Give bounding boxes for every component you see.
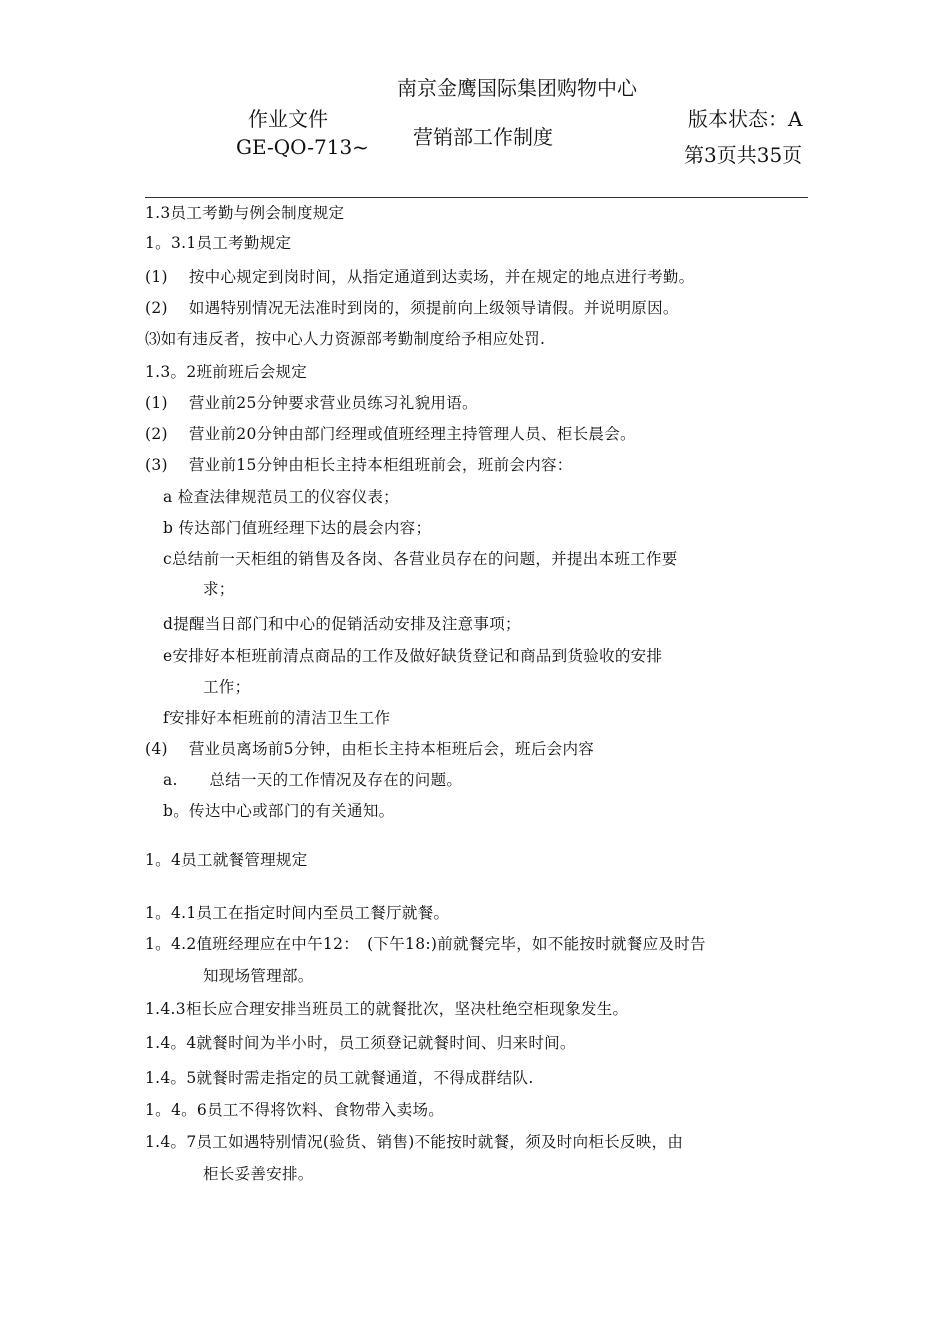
list-item: (2) 如遇特别情况无法准时到岗的，须提前向上级领导请假。并说明原因。: [145, 299, 679, 317]
sub-list-item-continuation: 求；: [203, 580, 235, 598]
list-item: (4) 营业员离场前5分钟，由柜长主持本柜班后会，班后会内容: [145, 740, 595, 758]
document-type: 作业文件: [248, 107, 328, 131]
sub-list-item: a 检查法律规范员工的仪容仪表；: [163, 488, 399, 506]
rule-item: 1.4.3柜长应合理安排当班员工的就餐批次，坚决杜绝空柜现象发生。: [145, 1000, 629, 1018]
version-status: 版本状态：A: [688, 107, 803, 131]
company-name: 南京金鹰国际集团购物中心: [397, 76, 637, 100]
rule-item: 1。4。6员工不得将饮料、食物带入卖场。: [145, 1101, 445, 1119]
list-item: (1) 营业前25分钟要求营业员练习礼貌用语。: [145, 394, 478, 412]
document-title: 营销部工作制度: [413, 125, 553, 149]
list-item: ⑶如有违反者，按中心人力资源部考勤制度给予相应处罚.: [145, 330, 546, 348]
rule-item: 1。4.2值班经理应在中午12： (下午18:)前就餐完毕，如不能按时就餐应及时告: [145, 935, 706, 953]
header-divider: [145, 197, 808, 198]
subsection-heading: 1.3。2班前班后会规定: [145, 363, 308, 381]
sub-list-item: f安排好本柜班前的清洁卫生工作: [163, 709, 391, 727]
rule-item: 1.4。4就餐时间为半小时，员工须登记就餐时间、归来时间。: [145, 1034, 576, 1052]
document-code: GE-QO-713~: [236, 135, 369, 159]
sub-list-item: b。传达中心或部门的有关通知。: [163, 802, 395, 820]
sub-list-item-continuation: 工作；: [203, 678, 251, 696]
rule-item: 1.4。5就餐时需走指定的员工就餐通道，不得成群结队.: [145, 1069, 534, 1087]
section-heading: 1.3员工考勤与例会制度规定: [145, 204, 345, 222]
rule-item-continuation: 柜长妥善安排。: [203, 1165, 314, 1183]
list-item: (1) 按中心规定到岗时间，从指定通道到达卖场，并在规定的地点进行考勤。: [145, 268, 695, 286]
list-item: (2) 营业前20分钟由部门经理或值班经理主持管理人员、柜长晨会。: [145, 425, 636, 443]
rule-item: 1.4。7员工如遇特别情况(验货、销售)不能按时就餐，须及时向柜长反映，由: [145, 1133, 684, 1151]
sub-list-item: a. 总结一天的工作情况及存在的问题。: [163, 771, 463, 789]
subsection-heading: 1。3.1员工考勤规定: [145, 234, 292, 252]
sub-list-item: d提醒当日部门和中心的促销活动安排及注意事项；: [163, 615, 521, 633]
sub-list-item: e安排好本柜班前清点商品的工作及做好缺货登记和商品到货验收的安排: [163, 647, 663, 665]
sub-list-item: c总结前一天柜组的销售及各岗、各营业员存在的问题，并提出本班工作要: [163, 550, 678, 568]
rule-item-continuation: 知现场管理部。: [203, 967, 314, 985]
sub-list-item: b 传达部门值班经理下达的晨会内容；: [163, 519, 432, 537]
rule-item: 1。4.1员工在指定时间内至员工餐厅就餐。: [145, 904, 450, 922]
section-heading: 1。4员工就餐管理规定: [145, 851, 308, 869]
page-number: 第3页共35页: [684, 143, 803, 167]
list-item: (3) 营业前15分钟由柜长主持本柜组班前会，班前会内容：: [145, 456, 573, 474]
